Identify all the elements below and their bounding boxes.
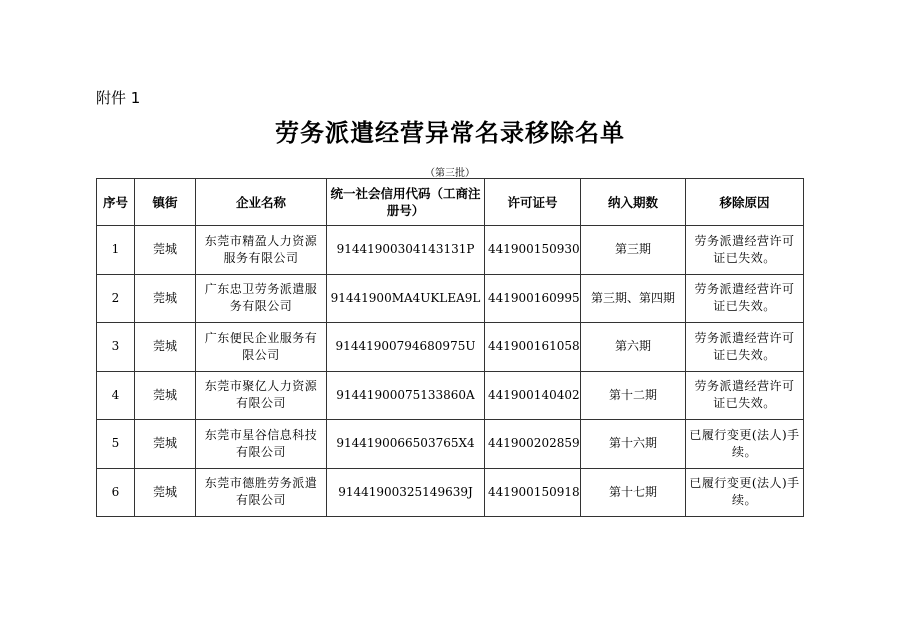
cell-license: 441900161058: [485, 323, 581, 372]
cell-company-name: 东莞市德胜劳务派遣有限公司: [196, 468, 327, 517]
table-row: [97, 226, 804, 275]
cell-period: 第六期: [581, 323, 686, 372]
cell-credit-code: 9144190066503765X4: [327, 420, 485, 469]
cell-company-name: 东莞市星谷信息科技有限公司: [196, 420, 327, 469]
cell-credit-code: 91441900075133860A: [327, 371, 485, 420]
cell-no: 3: [97, 323, 135, 372]
cell-no: 4: [97, 371, 135, 420]
cell-company-name: 广东忠卫劳务派遣服务有限公司: [196, 274, 327, 323]
cell-license: 441900202859: [485, 420, 581, 469]
attachment-label: 附件 1: [96, 89, 141, 107]
page-title: 劳务派遣经营异常名录移除名单: [275, 119, 625, 147]
cell-reason: 劳务派遣经营许可证已失效。: [686, 371, 804, 420]
cell-period: 第十六期: [581, 420, 686, 469]
cell-town: 莞城: [135, 226, 196, 275]
cell-license: 441900140402: [485, 371, 581, 420]
cell-reason: 已履行变更(法人)手续。: [686, 468, 804, 517]
column-header: 移除原因: [686, 179, 804, 226]
cell-license: 441900160995: [485, 274, 581, 323]
column-header: 企业名称: [196, 179, 327, 226]
cell-period: 第三期、第四期: [581, 274, 686, 323]
cell-company-name: 广东便民企业服务有限公司: [196, 323, 327, 372]
cell-town: 莞城: [135, 420, 196, 469]
cell-no: 2: [97, 274, 135, 323]
cell-town: 莞城: [135, 323, 196, 372]
table-row: [97, 323, 804, 372]
cell-reason: 劳务派遣经营许可证已失效。: [686, 274, 804, 323]
batch-label: （第三批）: [425, 168, 475, 179]
cell-company-name: 东莞市精盈人力资源服务有限公司: [196, 226, 327, 275]
column-header: 统一社会信用代码（工商注册号）: [327, 179, 485, 226]
cell-no: 6: [97, 468, 135, 517]
column-header: 纳入期数: [581, 179, 686, 226]
cell-credit-code: 91441900325149639J: [327, 468, 485, 517]
cell-period: 第十七期: [581, 468, 686, 517]
table-header-row: [97, 179, 804, 226]
column-header: 序号: [97, 179, 135, 226]
table-row: [97, 468, 804, 517]
removal-list-table: [96, 178, 804, 517]
cell-credit-code: 91441900304143131P: [327, 226, 485, 275]
cell-reason: 劳务派遣经营许可证已失效。: [686, 226, 804, 275]
cell-town: 莞城: [135, 274, 196, 323]
table-row: [97, 371, 804, 420]
cell-no: 5: [97, 420, 135, 469]
cell-town: 莞城: [135, 371, 196, 420]
cell-period: 第三期: [581, 226, 686, 275]
cell-town: 莞城: [135, 468, 196, 517]
column-header: 镇街: [135, 179, 196, 226]
cell-license: 441900150930: [485, 226, 581, 275]
cell-credit-code: 91441900MA4UKLEA9L: [327, 274, 485, 323]
cell-company-name: 东莞市聚亿人力资源有限公司: [196, 371, 327, 420]
cell-reason: 已履行变更(法人)手续。: [686, 420, 804, 469]
table-row: [97, 274, 804, 323]
column-header: 许可证号: [485, 179, 581, 226]
cell-license: 441900150918: [485, 468, 581, 517]
cell-credit-code: 91441900794680975U: [327, 323, 485, 372]
cell-no: 1: [97, 226, 135, 275]
table-row: [97, 420, 804, 469]
cell-period: 第十二期: [581, 371, 686, 420]
cell-reason: 劳务派遣经营许可证已失效。: [686, 323, 804, 372]
